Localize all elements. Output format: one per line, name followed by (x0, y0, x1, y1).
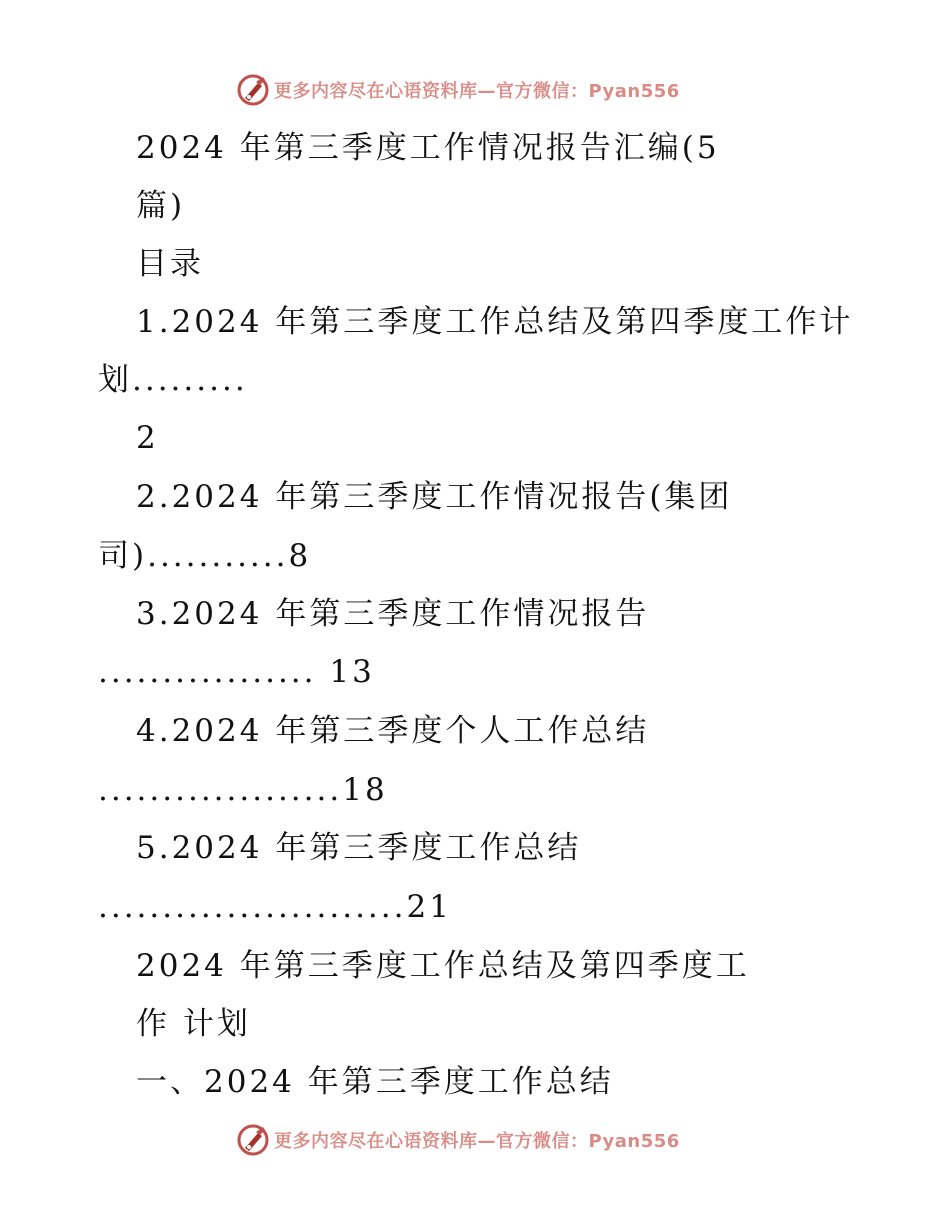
toc-item-2-line-1: 2.2024 年第三季度工作情况报告(集团 (136, 479, 733, 515)
toc-item-3-line-2: ................. 13 (98, 654, 375, 690)
watermark-banner-bottom (236, 1122, 680, 1158)
toc-item-1-line-2: 划......... (98, 362, 248, 398)
pen-logo-icon (236, 1123, 270, 1157)
section-title-line-2: 作 计划 (136, 1006, 251, 1042)
toc-item-3-line-1: 3.2024 年第三季度工作情况报告 (136, 596, 650, 632)
document-title-line-1: 2024 年第三季度工作情况报告汇编(5 (136, 130, 720, 166)
watermark-text: 更多内容尽在心语资料库—官方微信：Pyan556 (274, 81, 680, 102)
toc-item-5-line-2: ........................21 (98, 889, 452, 925)
document-title-line-2: 篇) (136, 188, 186, 224)
toc-item-2-line-2: 司)...........8 (98, 538, 312, 574)
toc-item-1-line-1: 1.2024 年第三季度工作总结及第四季度工作计 (136, 304, 854, 340)
toc-heading: 目录 (136, 246, 204, 282)
pen-logo-icon (236, 73, 270, 107)
subsection-title: 一、2024 年第三季度工作总结 (136, 1064, 614, 1100)
toc-item-4-line-1: 4.2024 年第三季度个人工作总结 (136, 713, 650, 749)
toc-item-5-line-1: 5.2024 年第三季度工作总结 (136, 830, 582, 866)
toc-item-1-page: 2 (136, 420, 159, 456)
watermark-banner-top (236, 72, 680, 108)
watermark-text: 更多内容尽在心语资料库—官方微信：Pyan556 (274, 1131, 680, 1152)
section-title-line-1: 2024 年第三季度工作总结及第四季度工 (136, 948, 750, 984)
toc-item-4-line-2: ...................18 (98, 772, 388, 808)
